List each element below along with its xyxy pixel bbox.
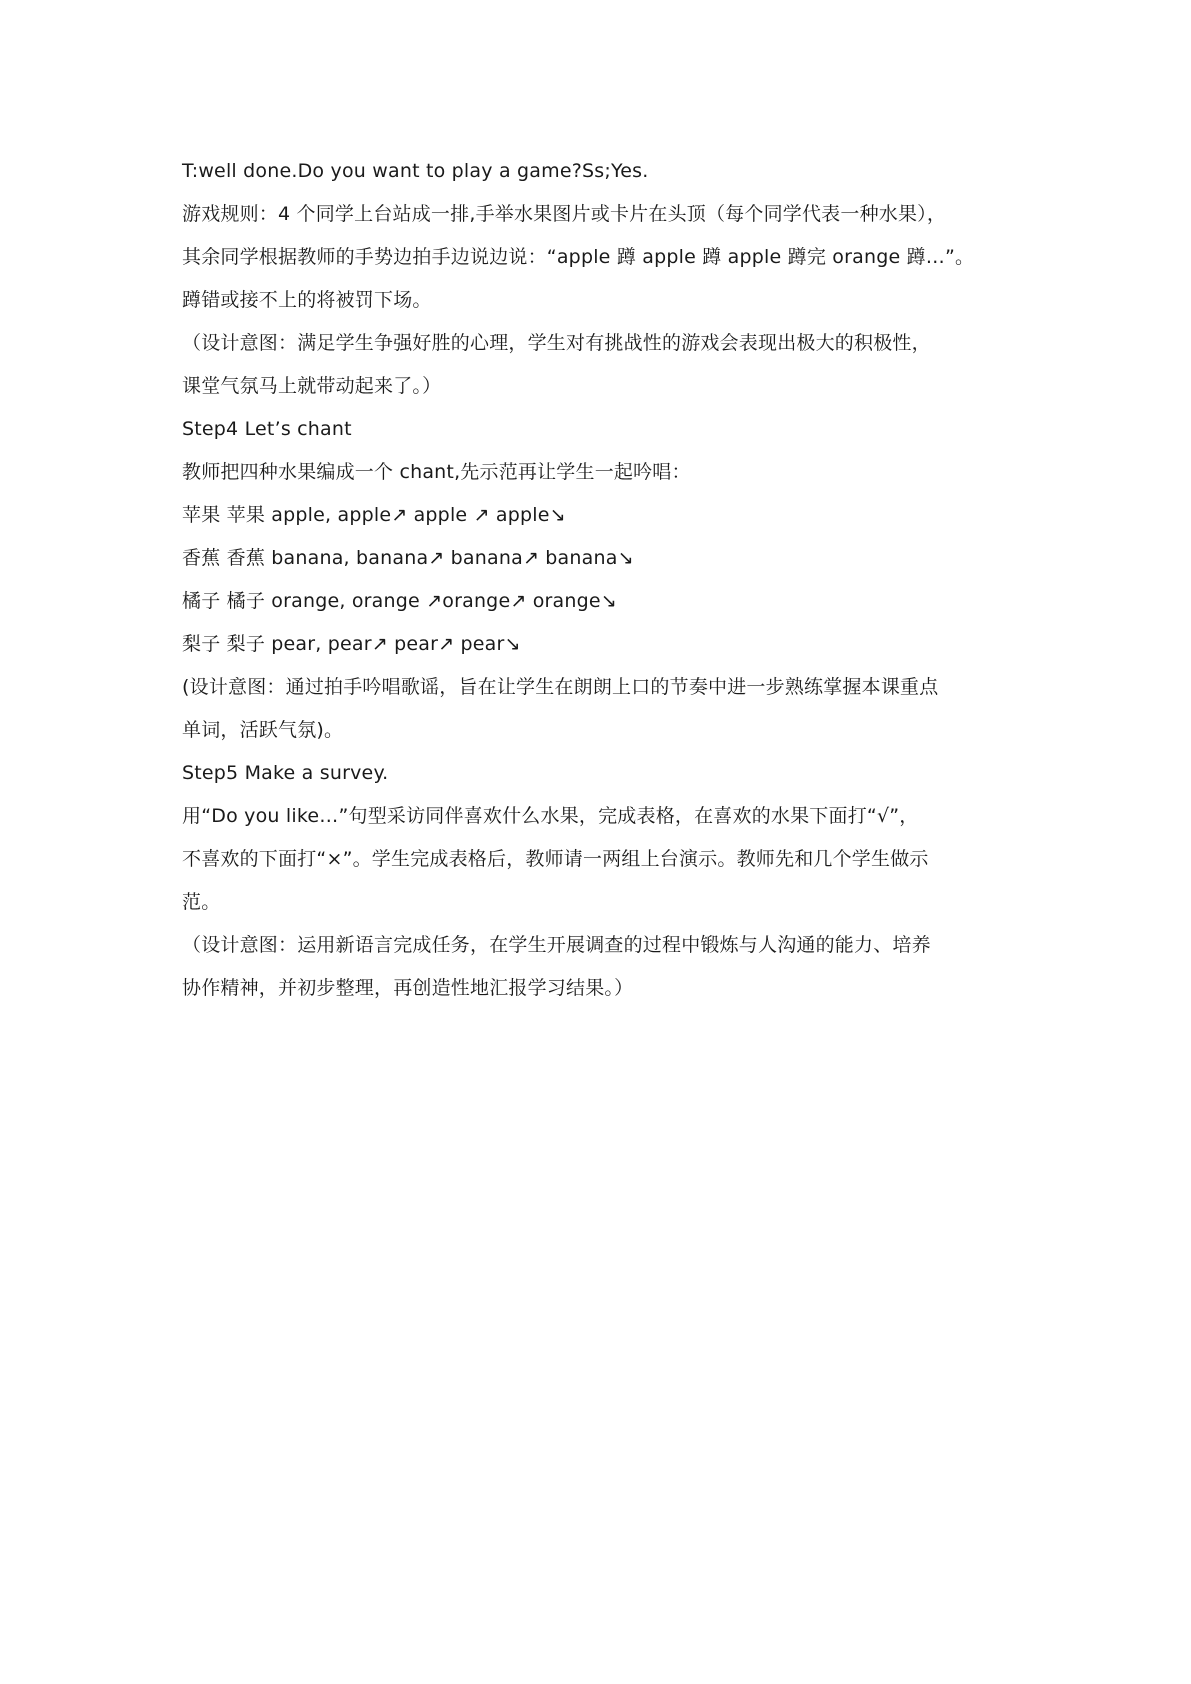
game-rules-line-2: 其余同学根据教师的手势边拍手边说边说：“apple 蹲 apple 蹲 apple 蹲完 orange 蹲…”。 [182,246,975,268]
survey-instruction-line-2: 不喜欢的下面打“×”。学生完成表格后，教师请一两组上台演示。教师先和几个学生做示 [182,848,929,870]
design-intent-2-line-2: 单词，活跃气氛)。 [182,719,344,741]
dialogue-line: T:well done.Do you want to play a game?Ss;Yes. [182,160,649,182]
game-rules-line-3: 蹲错或接不上的将被罚下场。 [182,289,432,311]
chant-line-apple: 苹果 苹果 apple, apple↗ apple ↗ apple↘ [182,504,566,526]
design-intent-3-line-1: （设计意图：运用新语言完成任务，在学生开展调查的过程中锻炼与人沟通的能力、培养 [182,934,931,956]
design-intent-3-line-2: 协作精神，并初步整理，再创造性地汇报学习结果。） [182,977,634,999]
chant-line-pear: 梨子 梨子 pear, pear↗ pear↗ pear↘ [182,633,521,655]
game-rules-line-1: 游戏规则：4 个同学上台站成一排,手举水果图片或卡片在头顶（每个同学代表一种水果）， [182,203,947,225]
survey-instruction-line-1: 用“Do you like…”句型采访同伴喜欢什么水果，完成表格，在喜欢的水果下面打“√”， [182,805,919,827]
document-body [182,156,1042,1016]
chant-line-orange: 橘子 橘子 orange, orange ↗orange↗ orange↘ [182,590,617,612]
design-intent-1-line-1: （设计意图：满足学生争强好胜的心理，学生对有挑战性的游戏会表现出极大的积极性， [182,332,931,354]
survey-instruction-line-3: 范。 [182,891,221,913]
chant-line-banana: 香蕉 香蕉 banana, banana↗ banana↗ banana↘ [182,547,634,569]
design-intent-1-line-2: 课堂气氛马上就带动起来了。） [182,375,442,397]
chant-intro: 教师把四种水果编成一个 chant,先示范再让学生一起吟唱： [182,461,691,483]
design-intent-2-line-1: (设计意图：通过拍手吟唱歌谣，旨在让学生在朗朗上口的节奏中进一步熟练掌握本课重点 [182,676,939,698]
step4-heading: Step4 Let’s chant [182,418,352,440]
step5-heading: Step5 Make a survey. [182,762,389,784]
